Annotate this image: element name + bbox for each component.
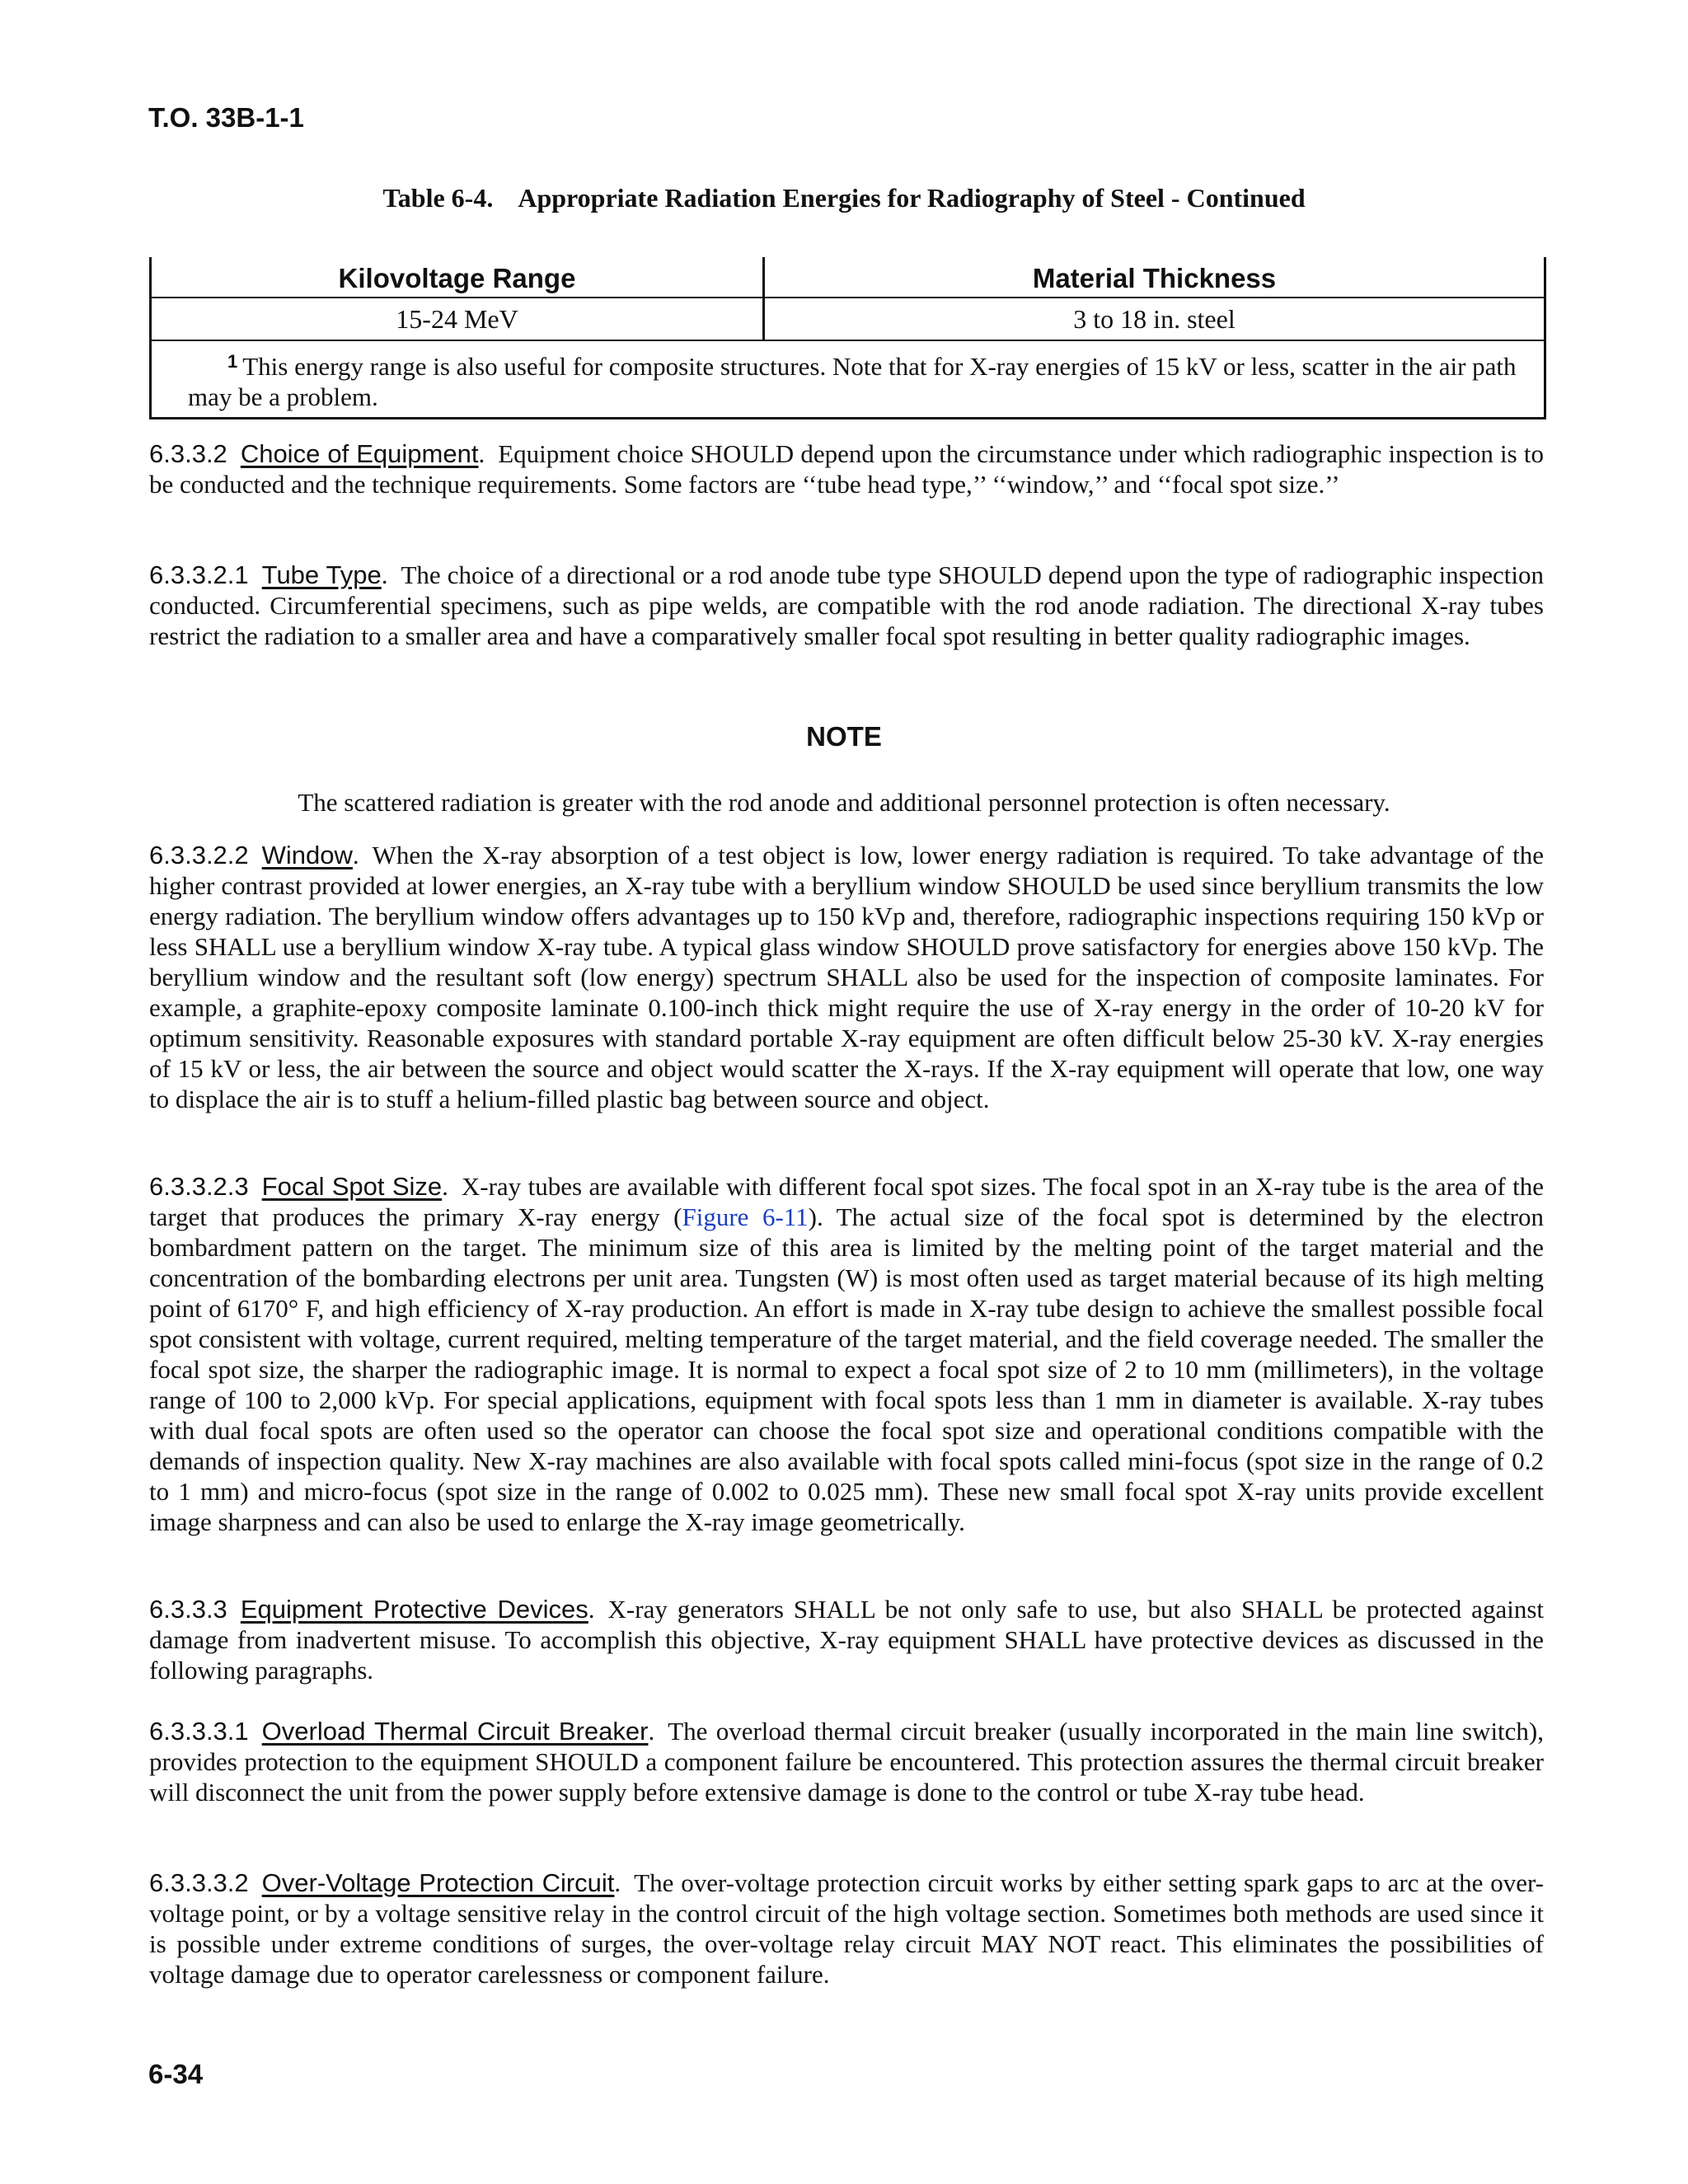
table-caption <box>0 183 1688 213</box>
section-heading: Equipment Protective Devices <box>240 1595 588 1624</box>
section-heading: Focal Spot Size <box>261 1172 443 1201</box>
table-footnote <box>151 340 1545 419</box>
section-heading: Over-Voltage Protection Circuit <box>261 1868 615 1897</box>
section-6-3-3-2-1: 6.3.3.2.1 Tube Type. The choice of a directional or a rod anode tube type SHOULD depend upon the type of radiographic inspection conducted. Circumferential specimens, such as pipe welds, are compatible with the rod anode radiation. The directional X-ray tubes restrict the radiation to a smaller area and have a comparatively smaller focal spot resulting in better quality radiographic images. <box>149 560 1544 650</box>
note-heading: NOTE <box>806 721 882 752</box>
table-header-row <box>151 257 1545 298</box>
table-footnote-row <box>151 340 1545 419</box>
section-number: 6.3.3.3.2 <box>149 1868 249 1897</box>
table-row <box>151 298 1545 340</box>
section-6-3-3-3-2: 6.3.3.3.2 Over-Voltage Protection Circuit. The over-voltage protection circuit works by either setting spark gaps to arc at the over-voltage point, or by a voltage sensitive relay in the control circuit of the high voltage section. Sometimes both methods are used since it is possible under extreme conditions of surges, the over-voltage relay circuit MAY NOT react. This eliminates the possibilities of voltage damage due to operator carelessness or component failure. <box>149 1868 1544 1989</box>
section-number: 6.3.3.2.2 <box>149 841 249 869</box>
section-6-3-3-2: 6.3.3.2 Choice of Equipment. Equipment choice SHOULD depend upon the circumstance under which radiographic inspection is to be conducted and the technique requirements. Some factors are ‘‘tube head type,’’ ‘‘window,’’ and ‘‘focal spot size.’’ <box>149 439 1545 499</box>
table-caption-number: Table 6-4. <box>382 183 494 213</box>
section-heading: Window <box>261 841 353 869</box>
table-caption-title: Appropriate Radiation Energies for Radiography of Steel - Continued <box>518 183 1306 213</box>
section-6-3-3-3-1: 6.3.3.3.1 Overload Thermal Circuit Breaker. The overload thermal circuit breaker (usually incorporated in the main line switch), provides protection to the equipment SHOULD a component failure be encountered. This protection assures the thermal circuit breaker will disconnect the unit from the power supply before extensive damage is done to the control or tube X-ray tube head. <box>149 1717 1545 1807</box>
section-body: The overload thermal circuit breaker (usually incorporated in the main line switch), provides protection to the equipment SHOULD a component failure be encountered. This protection assures the thermal circuit breaker will disconnect the unit from the power supply before extensive damage is done to the control or tube X-ray tube head. <box>149 1717 1545 1807</box>
footnote-marker: 1 <box>227 351 238 372</box>
section-number: 6.3.3.2 <box>149 439 227 468</box>
section-6-3-3-3: 6.3.3.3 Equipment Protective Devices. X-ray generators SHALL be not only safe to use, but also SHALL be protected against damage from inadvertent misuse. To accomplish this objective, X-ray equipment SHALL have protective devices as discussed in the following paragraphs. <box>149 1595 1544 1685</box>
section-body: When the X-ray absorption of a test object is low, lower energy radiation is required. To take advantage of the higher contrast provided at lower energies, an X-ray tube with a beryllium window SHOULD be used since beryllium transmits the low energy radiation. The beryllium window offers advantages up to 150 kVp and, therefore, radiographic inspections requiring 150 kVp or less SHALL use a beryllium window X-ray tube. A typical glass window SHOULD prove satisfactory for energies above 150 kVp. The beryllium window and the resultant soft (low energy) spectrum SHALL also be used for the inspection of composite laminates. For example, a graphite-epoxy composite laminate 0.100-inch thick might require the use of X-ray energy in the order of 10-20 kV for optimum sensitivity. Reasonable exposures with standard portable X-ray equipment are often difficult below 25-30 kV. X-ray energies of 15 kV or less, the air between the source and object would scatter the X-rays. If the X-ray equipment will operate that low, one way to displace the air is to stuff a helium-filled plastic bag between source and object. <box>149 841 1544 1113</box>
column-header-kilovoltage: Kilovoltage Range <box>151 257 764 298</box>
column-header-thickness: Material Thickness <box>764 257 1545 298</box>
section-body: Equipment choice SHOULD depend upon the circumstance under which radiographic inspection is to be conducted and the technique requirements. Some factors are ‘‘tube head type,’’ ‘‘window,’’ and ‘‘focal spot size.’’ <box>149 439 1545 499</box>
section-heading: Choice of Equipment <box>240 439 479 468</box>
page-number: 6-34 <box>148 2059 204 2089</box>
section-heading: Tube Type <box>261 560 382 589</box>
section-heading: Overload Thermal Circuit Breaker <box>261 1717 649 1746</box>
section-number: 6.3.3.3.1 <box>149 1717 249 1746</box>
section-body-end: ). The actual size of the focal spot is determined by the electron bombardment pattern on the target. The minimum size of this area is limited by the melting point of the target material and the concentration of the bombarding electrons per unit area. Tungsten (W) is most often used as target material because of its high melting point of 6170° F, and high efficiency of X-ray production. An effort is made in X-ray tube design to achieve the smallest possible focal spot consistent with voltage, current required, melting temperature of the target material, and the field coverage needed. The smaller the focal spot size, the sharper the radiographic image. It is normal to expect a focal spot size of 2 to 10 mm (millimeters), in the voltage range of 100 to 2,000 kVp. For special applications, equipment with focal spots less than 1 mm in diameter is available. X-ray tubes with dual focal spots are often used so the operator can choose the focal spot size and operational conditions compatible with the demands of inspection quality. New X-ray machines are also available with focal spots called mini-focus (spot size in the range of 0.2 to 1 mm) and micro-focus (spot size in the range of 0.002 to 0.025 mm). These new small focal spot X-ray units provide excellent image sharpness and can also be used to enlarge the X-ray image geometrically. <box>149 1202 1544 1536</box>
cell-thickness: 3 to 18 in. steel <box>764 298 1545 340</box>
section-6-3-3-2-2: 6.3.3.2.2 Window. When the X-ray absorption of a test object is low, lower energy radiation is required. To take advantage of the higher contrast provided at lower energies, an X-ray tube with a beryllium window SHOULD be used since beryllium transmits the low energy radiation. The beryllium window offers advantages up to 150 kVp and, therefore, radiographic inspections requiring 150 kVp or less SHALL use a beryllium window X-ray tube. A typical glass window SHOULD prove satisfactory for energies above 150 kVp. The beryllium window and the resultant soft (low energy) spectrum SHALL also be used for the inspection of composite laminates. For example, a graphite-epoxy composite laminate 0.100-inch thick might require the use of X-ray energy in the order of 10-20 kV for optimum sensitivity. Reasonable exposures with standard portable X-ray equipment are often difficult below 25-30 kV. X-ray energies of 15 kV or less, the air between the source and object would scatter the X-rays. If the X-ray equipment will operate that low, one way to displace the air is to stuff a helium-filled plastic bag between source and object. <box>149 841 1544 1113</box>
section-body: The over-voltage protection circuit works by either setting spark gaps to arc at the over-voltage point, or by a voltage sensitive relay in the control circuit of the high voltage section. Sometimes both methods are used since it is possible under extreme conditions of surges, the over-voltage relay circuit MAY NOT react. This eliminates the possibilities of voltage damage due to operator carelessness or component failure. <box>149 1868 1544 1989</box>
cell-kilovoltage: 15-24 MeV <box>151 298 764 340</box>
note-text: The scattered radiation is greater with the rod anode and additional personnel protection is often necessary. <box>298 788 1390 817</box>
figure-link[interactable]: Figure 6-11 <box>682 1202 809 1231</box>
section-body: X-ray generators SHALL be not only safe to use, but also SHALL be protected against damage from inadvertent misuse. To accomplish this objective, X-ray equipment SHALL have protective devices as discussed in the following paragraphs. <box>149 1595 1544 1685</box>
section-body: The choice of a directional or a rod anode tube type SHOULD depend upon the type of radiographic inspection conducted. Circumferential specimens, such as pipe welds, are compatible with the rod anode radiation. The directional X-ray tubes restrict the radiation to a smaller area and have a comparatively smaller focal spot resulting in better quality radiographic images. <box>149 560 1544 650</box>
footnote-text: This energy range is also useful for composite structures. Note that for X-ray energies of 15 kV or less, scatter in the air path may be a problem. <box>188 352 1517 411</box>
section-6-3-3-2-3: 6.3.3.2.3 Focal Spot Size. X-ray tubes are available with different focal spot sizes. The focal spot in an X-ray tube is the area of the target that produces the primary X-ray energy (Figure 6-11). The actual size of the focal spot is determined by the electron bombardment pattern on the target. The minimum size of this area is limited by the melting point of the target material and the concentration of the bombarding electrons per unit area. Tungsten (W) is most often used as target material because of its high melting point of 6170° F, and high efficiency of X-ray production. An effort is made in X-ray tube design to achieve the smallest possible focal spot consistent with voltage, current required, melting temperature of the target material, and the field coverage needed. The smaller the focal spot size, the sharper the radiographic image. It is normal to expect a focal spot size of 2 to 10 mm (millimeters), in the voltage range of 100 to 2,000 kVp. For special applications, equipment with focal spots less than 1 mm in diameter is available. X-ray tubes with dual focal spots are often used so the operator can choose the focal spot size and operational conditions compatible with the demands of inspection quality. New X-ray machines are also available with focal spots called mini-focus (spot size in the range of 0.2 to 1 mm) and micro-focus (spot size in the range of 0.002 to 0.025 mm). These new small focal spot X-ray units provide excellent image sharpness and can also be used to enlarge the X-ray image geometrically. <box>149 1172 1544 1536</box>
section-number: 6.3.3.2.1 <box>149 560 249 589</box>
section-body-start: X-ray tubes are available with different focal spot sizes. The focal spot in an X-ray tube is the area of the target that produces the primary X-ray energy ( <box>149 1172 1544 1231</box>
section-number: 6.3.3.3 <box>149 1595 227 1624</box>
radiation-energy-table <box>149 257 1546 419</box>
section-number: 6.3.3.2.3 <box>149 1172 249 1201</box>
document-id: T.O. 33B-1-1 <box>148 102 304 133</box>
